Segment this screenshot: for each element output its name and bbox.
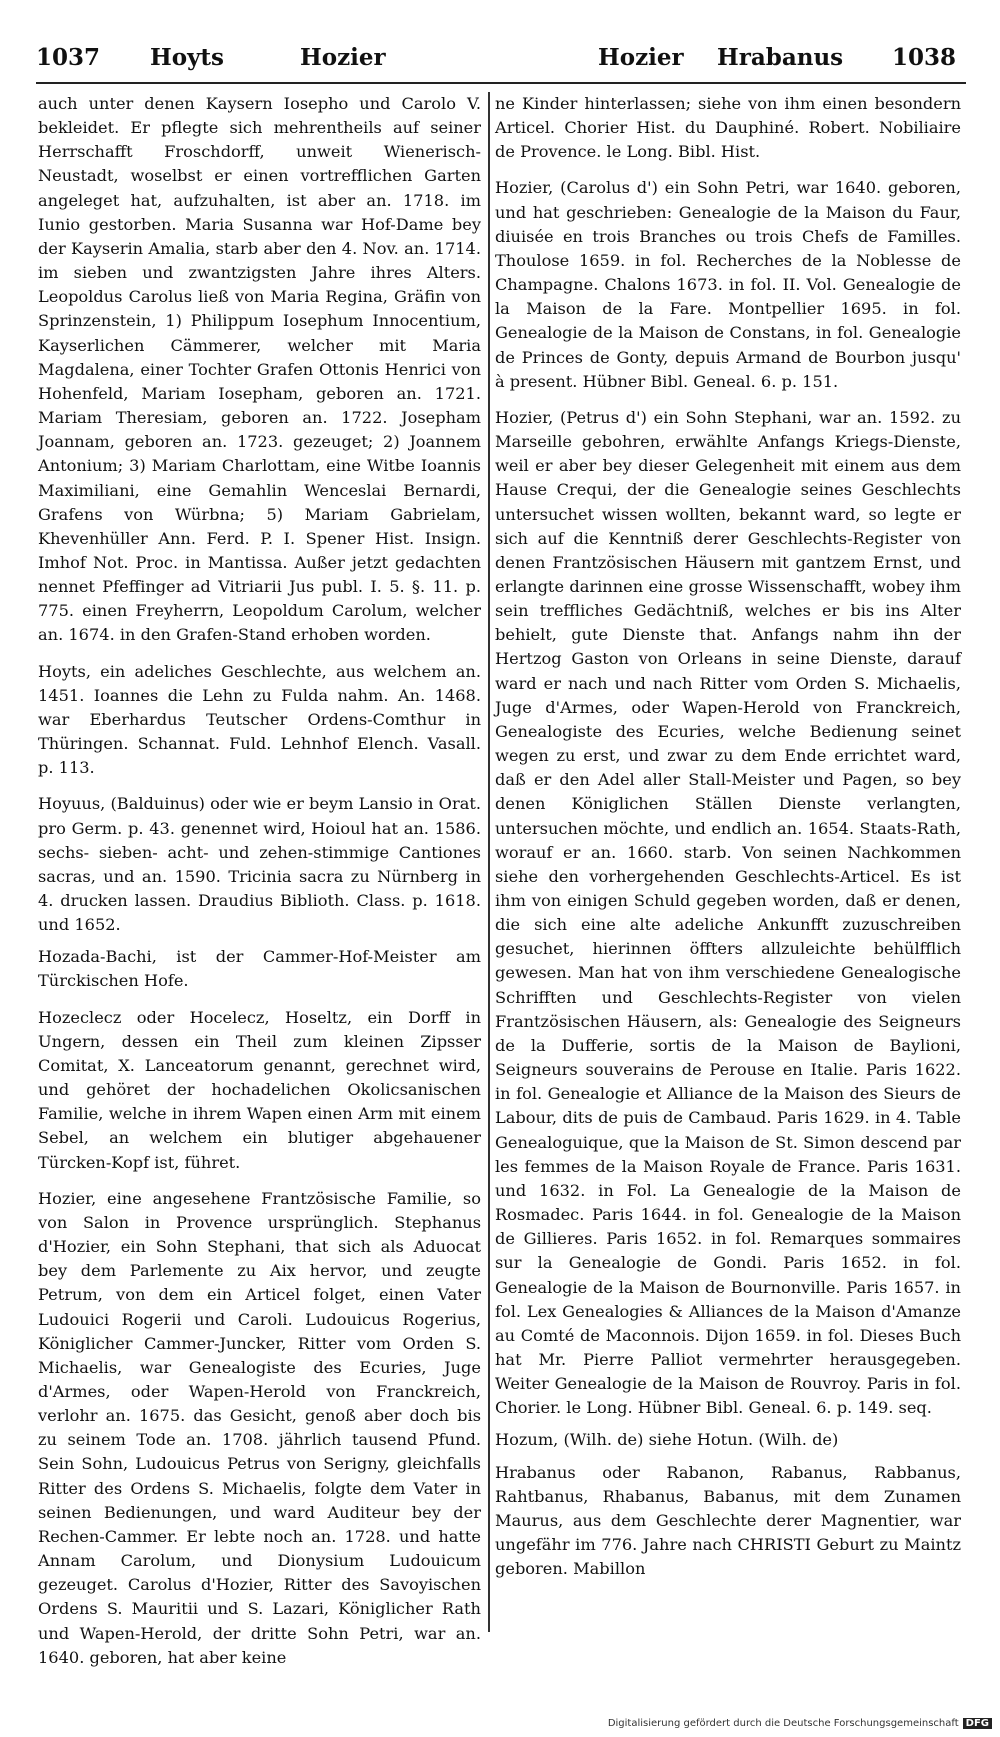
- left-entry-hozada-bachi: Hozada-Bachi, ist der Cammer-Hof-Meister am Türckischen Hofe.: [38, 947, 481, 991]
- page-header: [0, 44, 1000, 80]
- header-rule: [36, 82, 966, 84]
- dfg-logo: DFG: [963, 1718, 992, 1729]
- right-entry-hozier-carolus: Hozier, (Carolus d') ein Sohn Petri, war 1640. geboren, und hat geschrieben: Genealogie de la Maison du Faur, diuisée en trois Branches ou trois Chefs de Familles. Thoulose 1659. in fol. Recherches de la Noblesse de Champagne. Chalons 1673. in fol. II. Vol. Genealogie de la Maison de la Fare. Montpellier 1695. in fol. Genealogie de la Maison de Constans, in fol. Genealogie de Princes de Gonty, depuis Armand de Bourbon jusqu' à present. Hübner Bibl. Geneal. 6. p. 151.: [495, 178, 961, 391]
- right-running-head-2: Hrabanus: [717, 44, 844, 71]
- left-running-head-1: Hoyts: [150, 44, 225, 71]
- left-entry-hozeclecz: Hozeclecz oder Hocelecz, Hoseltz, ein Dorff in Ungern, dessen ein Theil zum kleinen Zipsser Comitat, X. Lanceatorum genannt, gerechnet wird, und gehöret der hochadelichen Okolicsanischen Familie, welche in ihrem Wapen einen Arm mit einem Sebel, an welchem ein blutiger abgehauener Türcken-Kopf ist, führet.: [38, 1007, 481, 1172]
- left-column: [38, 92, 481, 1678]
- left-entry-hozier-family: Hozier, eine angesehene Frantzösische Familie, so von Salon in Provence ursprünglich. Stephanus d'Hozier, ein Sohn Stephani, that sich als Aduocat bey dem Parlemente zu Aix hervor, und zeugte Petrum, von dem ein Articel folget, einen Vater Ludouici Rogerii und Caroli. Ludouicus Rogerius, Königlicher Cammer-Juncker, Ritter vom Orden S. Michaelis, war Genealogiste des Ecuries, Juge d'Armes, oder Wapen-Herold von Franckreich, verlohr an. 1675. das Gesicht, genoß aber doch bis zu seinem Tode an. 1708. jährlich tausend Pfund. Sein Sohn, Ludouicus Petrus von Serigny, gleichfalls Ritter des Ordens S. Michaelis, folgte dem Vater in seinen Bedienungen, und ward Auditeur bey der Rechen-Cammer. Er lebte noch an. 1728. und hatte Annam Carolum, und Dionysium Ludouicum gezeuget. Carolus d'Hozier, Ritter des Savoyischen Ordens S. Mauritii und S. Lazari, Königlicher Rath und Wapen-Herold, der dritte Sohn Petri, war an. 1640. geboren, hat aber keine: [38, 1188, 481, 1667]
- right-entry-hozier-petrus: Hozier, (Petrus d') ein Sohn Stephani, war an. 1592. zu Marseille gebohren, erwählte Anfangs Kriegs-Dienste, weil er aber bey dieser Gelegenheit mit einem aus dem Hause Crequi, der die Genealogie seines Geschlechts untersuchet wissen wollten, bekannt ward, so legte er sich auf die Kenntniß derer Geschlechts-Register von denen Frantzösischen Häusern mit gantzem Ernst, und erlangte darinnen eine grosse Wissenschafft, wobey ihm sein treffliches Gedächtniß, welches er bis ins Alter behielt, gute Dienste that. Anfangs nahm ihn der Hertzog Gaston von Orleans in seine Dienste, darauf ward er nach und nach Ritter vom Orden S. Michaelis, Juge d'Armes, oder Wapen-Herold von Franckreich, Genealogiste des Ecuries, welche Bedienung seinet wegen zu erst, und zwar zu dem Ende errichtet ward, daß er den Adel aller Stall-Meister und Pagen, so bey denen Königlichen Ställen Dienste verlangten, untersuchen möchte, und endlich an. 1654. Staats-Rath, worauf er an. 1660. starb. Von seinen Nachkommen siehe den vorhergehenden Geschlechts-Articel. Es ist ihm von einigen Schuld gegeben worden, daß er denen, die sich eine alte adeliche Ankunfft zuzuschreiben gesuchet, hierinnen öffters allzuleichte behülfflich gewesen. Man hat von ihm verschiedene Genealogische Schrifften und Geschlechts-Register von vielen Frantzösischen Häusern, als: Genealogie des Seigneurs de la Dufferie, sortis de la Maison de Baylioni, Seigneurs souverains de Perouse en Italie. Paris 1622. in fol. Genealogie et Alliance de la Maison des Sieurs de Labour, dits de puis de Cambaud. Paris 1629. in 4. Table Genealoguique, que la Maison de St. Simon descend par les femmes de la Maison Royale de France. Paris 1631. und 1632. in Fol. La Genealogie de la Maison de Rosmadec. Paris 1644. in fol. Genealogie de la Maison de Gillieres. Paris 1652. in fol. Remarques sommaires sur la Genealogie de Gondi. Paris 1652. in fol. Genealogie de la Maison de Bournonville. Paris 1657. in fol. Lex Genealogies & Alliances de la Maison d'Amanze au Comté de Maconnois. Dijon 1659. in fol. Dieses Buch hat Mr. Pierre Palliot vermehrter herausgegeben. Weiter Genealogie de la Maison de Rouvroy. Paris in fol. Chorier. le Long. Hübner Bibl. Geneal. 6. p. 149. seq.: [495, 407, 961, 1418]
- left-entry-hoyts: Hoyts, ein adeliches Geschlechte, aus welchem an. 1451. Ioannes die Lehn zu Fulda nahm. An. 1468. war Eberhardus Teutscher Ordens-Comthur in Thüringen. Schannat. Fuld. Lehnhof Elench. Vasall. p. 113.: [38, 661, 481, 778]
- left-entry-hoyuus: Hoyuus, (Balduinus) oder wie er beym Lansio in Orat. pro Germ. p. 43. genennet wird, Hoioul hat an. 1586. sechs- sieben- acht- und zehen-stimmige Cantiones sacras, und an. 1590. Tricinia sacra zu Nürnberg in 4. drucken lassen. Draudius Biblioth. Class. p. 1618. und 1652.: [38, 794, 481, 935]
- right-entry-continuation: ne Kinder hinterlassen; siehe von ihm einen besondern Articel. Chorier Hist. du Dauphiné. Robert. Nobiliaire de Provence. le Long. Bibl. Hist.: [495, 94, 961, 162]
- right-page-number: 1038: [892, 44, 957, 71]
- right-entry-hozum: Hozum, (Wilh. de) siehe Hotun. (Wilh. de): [495, 1430, 839, 1450]
- right-entry-hrabanus: Hrabanus oder Rabanon, Rabanus, Rabbanus, Rahtbanus, Rhabanus, Babanus, mit dem Zunamen Maurus, aus dem Geschlechte derer Magnentier, war ungefähr im 776. Jahre nach CHRISTI Geburt zu Maintz geboren. Mabillon: [495, 1462, 961, 1579]
- footer-credit-text: Digitalisierung gefördert durch die Deutsche Forschungsgemeinschaft: [607, 1718, 959, 1729]
- left-entry-continuation: auch unter denen Kaysern Iosepho und Carolo V. bekleidet. Er pflegte sich mehrentheils auf seiner Herrschafft Froschdorff, unweit Wienerisch-Neustadt, woselbst er einen vortrefflichen Garten angeleget hat, aufzuhalten, ist aber an. 1718. im Iunio gestorben. Maria Susanna war Hof-Dame bey der Kayserin Amalia, starb aber den 4. Nov. an. 1714. im sieben und zwantzigsten Jahre ihres Alters. Leopoldus Carolus ließ von Maria Regina, Gräfin von Sprinzenstein, 1) Philippum Iosephum Innocentium, Kayserlichen Cämmerer, welcher mit Maria Magdalena, einer Tochter Grafen Ottonis Henrici von Hohenfeld, Mariam Iosepham, geboren an. 1721. Mariam Theresiam, geboren an. 1722. Josepham Joannam, geboren an. 1723. gezeuget; 2) Joannem Antonium; 3) Mariam Charlottam, eine Witbe Ioannis Maximiliani, eine Gemahlin Wenceslai Bernardi, Grafens von Würbna; 5) Mariam Gabrielam, Khevenhüller Ann. Ferd. P. I. Spener Hist. Insign. Imhof Not. Proc. in Mantissa. Außer jetzt gedachten nennet Pfeffinger ad Vitriarii Jus publ. I. 5. §. 11. p. 775. einen Freyherrn, Leopoldum Carolum, welcher an. 1674. in den Grafen-Stand erhoben worden.: [38, 94, 481, 645]
- right-running-head-1: Hozier: [598, 44, 684, 71]
- right-column: [495, 92, 961, 1589]
- column-divider: [488, 92, 490, 1632]
- left-running-head-2: Hozier: [300, 44, 386, 71]
- left-page-number: 1037: [36, 44, 101, 71]
- digitization-footer: [608, 1718, 992, 1729]
